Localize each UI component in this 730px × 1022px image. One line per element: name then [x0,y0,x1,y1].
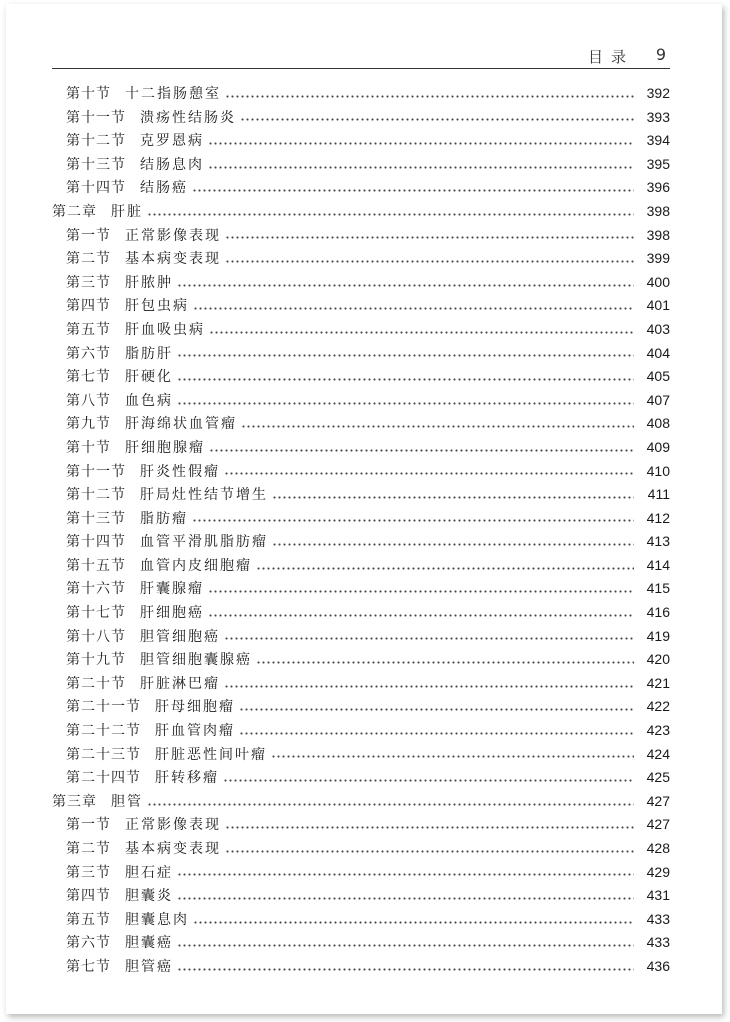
entry-page-number: 431 [646,887,670,904]
entry-number: 第六节 [66,345,111,362]
entry-page-number: 415 [646,580,670,597]
entry-title: 脂肪肝 [125,345,173,362]
entry-number: 第十二节 [66,487,126,504]
entry-page-number: 392 [646,85,670,101]
entry-title: 正常影像表现 [125,817,221,834]
toc-section-entry [52,508,670,532]
entry-title: 肝细胞癌 [140,605,204,622]
entry-number: 第二十节 [66,675,126,692]
dot-leader [209,326,634,336]
entry-number: 第三节 [66,274,111,291]
entry-title: 肝脏 [111,203,143,220]
dot-leader [208,161,634,171]
dot-leader [177,868,634,878]
entry-title: 肝局灶性结节增生 [140,487,268,504]
toc-section-entry [52,130,670,154]
entry-page-number: 413 [646,533,670,550]
entry-number: 第十九节 [66,652,126,669]
entry-number: 第二十一节 [66,699,141,716]
entry-title: 肝海绵状血管瘤 [125,416,237,433]
toc-section-entry [52,744,670,768]
toc-section-entry [52,673,670,697]
entry-title: 基本病变表现 [125,251,221,268]
entry-page-number: 436 [646,957,670,974]
toc-section-entry [52,225,670,249]
entry-page-number: 428 [646,840,670,856]
entry-number: 第二节 [66,841,111,857]
entry-number: 第四节 [66,298,111,315]
entry-number: 第十一节 [66,463,126,480]
toc-chapter-entry [52,791,670,815]
entry-number: 第一节 [66,817,111,834]
entry-title: 肝细胞腺瘤 [125,439,205,456]
entry-number: 第二十三节 [66,746,141,763]
entry-page-number: 398 [646,202,670,219]
entry-page-number: 419 [646,627,670,644]
entry-page-number: 401 [646,297,670,314]
entry-title: 肝血管肉瘤 [155,723,235,740]
entry-title: 肝包虫病 [125,298,189,315]
entry-number: 第十三节 [66,156,126,173]
dot-leader [225,821,634,831]
entry-page-number: 424 [646,745,670,762]
entry-page-number: 414 [646,556,670,573]
dot-leader [208,585,634,595]
entry-title: 血管平滑肌脂肪瘤 [140,534,268,551]
entry-title: 肝囊腺瘤 [140,581,204,598]
dot-leader [147,208,634,218]
dot-leader [272,538,634,548]
entry-title: 正常影像表现 [125,227,221,244]
entry-number: 第二节 [66,251,111,268]
toc-section-entry [52,272,670,296]
entry-page-number: 408 [646,415,670,432]
entry-page-number: 404 [646,344,670,361]
entry-page-number: 433 [646,934,670,951]
entry-number: 第十一节 [66,109,126,126]
header-title: 目录 [587,48,634,66]
entry-number: 第二十四节 [66,770,141,787]
toc-section-entry [52,956,670,980]
dot-leader [193,302,634,312]
toc-section-entry [52,413,670,437]
entry-page-number: 399 [646,250,670,267]
entry-number: 第七节 [66,958,111,975]
entry-title: 结肠癌 [140,180,188,197]
toc-section-entry [52,343,670,367]
entry-number: 第十节 [66,439,111,456]
entry-title: 胆囊炎 [125,888,173,905]
entry-number: 第四节 [66,888,111,905]
dot-leader [208,137,634,147]
entry-page-number: 398 [646,226,670,243]
entry-number: 第十四节 [66,180,126,197]
header-page-number: 9 [655,45,666,64]
entry-title: 溃疡性结肠炎 [140,109,236,126]
dot-leader [192,184,634,194]
dot-leader [225,231,634,241]
toc-section-entry [52,555,670,579]
toc-section-entry [52,248,670,272]
toc-section-entry [52,649,670,673]
dot-leader [225,845,634,855]
entry-page-number: 412 [646,509,670,526]
toc-section-entry [52,83,670,107]
entry-number: 第三章 [52,793,97,810]
entry-title: 肝硬化 [125,369,173,386]
entry-page-number: 407 [646,391,670,408]
entry-title: 胆管细胞癌 [140,628,220,645]
entry-number: 第八节 [66,392,111,409]
toc-section-entry [52,437,670,461]
dot-leader [224,632,634,642]
dot-leader [223,774,634,784]
entry-page-number: 423 [646,722,670,739]
entry-title: 肝脏淋巴瘤 [140,675,220,692]
toc-section-entry [52,602,670,626]
toc-section-entry [52,531,670,555]
entry-title: 胆管癌 [125,958,173,975]
toc-section-entry [52,177,670,201]
entry-number: 第十六节 [66,581,126,598]
toc-section-entry [52,626,670,650]
dot-leader [271,750,634,760]
entry-title: 胆管 [111,793,143,810]
entry-number: 第五节 [66,321,111,338]
entry-number: 第十七节 [66,605,126,622]
table-of-contents [52,83,670,980]
document-page [6,4,722,1014]
entry-page-number: 429 [646,863,670,880]
dot-leader [208,609,634,619]
entry-number: 第七节 [66,369,111,386]
dot-leader [224,680,634,690]
entry-number: 第十三节 [66,510,126,527]
entry-number: 第十五节 [66,557,126,574]
entry-title: 肝母细胞瘤 [155,699,235,716]
entry-title: 肝血吸虫病 [125,321,205,338]
entry-title: 结肠息肉 [140,156,204,173]
dot-leader [177,939,634,949]
dot-leader [193,916,634,926]
dot-leader [272,491,634,501]
dot-leader [209,444,634,454]
entry-title: 肝脏恶性间叶瘤 [155,746,267,763]
entry-title: 胆囊息肉 [125,911,189,928]
dot-leader [192,514,634,524]
dot-leader [256,656,634,666]
entry-number: 第三节 [66,864,111,881]
entry-page-number: 416 [646,604,670,621]
entry-title: 脂肪瘤 [140,510,188,527]
entry-page-number: 394 [646,132,670,149]
entry-page-number: 421 [646,674,670,691]
toc-section-entry [52,390,670,414]
entry-page-number: 400 [646,273,670,290]
running-header [52,44,670,69]
entry-page-number: 393 [646,108,670,125]
dot-leader [177,397,634,407]
dot-leader [177,349,634,359]
toc-section-entry [52,720,670,744]
entry-page-number: 395 [646,155,670,172]
toc-section-entry [52,366,670,390]
toc-section-entry [52,767,670,791]
entry-title: 肝脓肿 [125,274,173,291]
entry-page-number: 427 [646,792,670,809]
entry-title: 胆管细胞囊腺癌 [140,652,252,669]
dot-leader [225,255,634,265]
entry-title: 胆囊癌 [125,935,173,952]
toc-section-entry [52,932,670,956]
entry-number: 第十二节 [66,133,126,150]
entry-page-number: 425 [646,769,670,786]
entry-page-number: 411 [647,486,670,503]
entry-page-number: 420 [646,651,670,668]
dot-leader [239,727,634,737]
entry-page-number: 427 [646,816,670,833]
entry-number: 第一节 [66,227,111,244]
toc-section-entry [52,862,670,886]
entry-number: 第十四节 [66,534,126,551]
toc-section-entry [52,578,670,602]
entry-title: 肝炎性假瘤 [140,463,220,480]
toc-chapter-entry [52,201,670,225]
entry-title: 血管内皮细胞瘤 [140,557,252,574]
toc-section-entry [52,484,670,508]
toc-section-entry [52,814,670,838]
dot-leader [177,963,634,973]
entry-page-number: 422 [646,698,670,715]
entry-page-number: 396 [646,179,670,196]
entry-number: 第二章 [52,203,97,220]
dot-leader [147,798,634,808]
entry-page-number: 403 [646,320,670,337]
entry-number: 第二十二节 [66,723,141,740]
dot-leader [240,113,634,123]
toc-section-entry [52,319,670,343]
toc-section-entry [52,461,670,485]
entry-title: 基本病变表现 [125,841,221,857]
entry-number: 第六节 [66,935,111,952]
toc-section-entry [52,696,670,720]
entry-page-number: 409 [646,438,670,455]
entry-number: 第十节 [66,86,111,102]
dot-leader [239,703,634,713]
entry-title: 肝转移瘤 [155,770,219,787]
entry-number: 第五节 [66,911,111,928]
entry-title: 胆石症 [125,864,173,881]
dot-leader [241,420,634,430]
entry-number: 第九节 [66,416,111,433]
toc-section-entry [52,885,670,909]
dot-leader [256,562,634,572]
dot-leader [177,892,634,902]
toc-section-entry [52,295,670,319]
toc-section-entry [52,838,670,862]
entry-page-number: 410 [646,462,670,479]
entry-page-number: 405 [646,368,670,385]
dot-leader [177,373,634,383]
entry-title: 克罗恩病 [140,133,204,150]
dot-leader [177,279,634,289]
entry-page-number: 433 [646,910,670,927]
entry-title: 血色病 [125,392,173,409]
dot-leader [225,90,634,100]
toc-section-entry [52,154,670,178]
entry-number: 第十八节 [66,628,126,645]
entry-title: 十二指肠憩室 [125,86,221,102]
dot-leader [224,467,634,477]
toc-section-entry [52,107,670,131]
toc-section-entry [52,909,670,933]
